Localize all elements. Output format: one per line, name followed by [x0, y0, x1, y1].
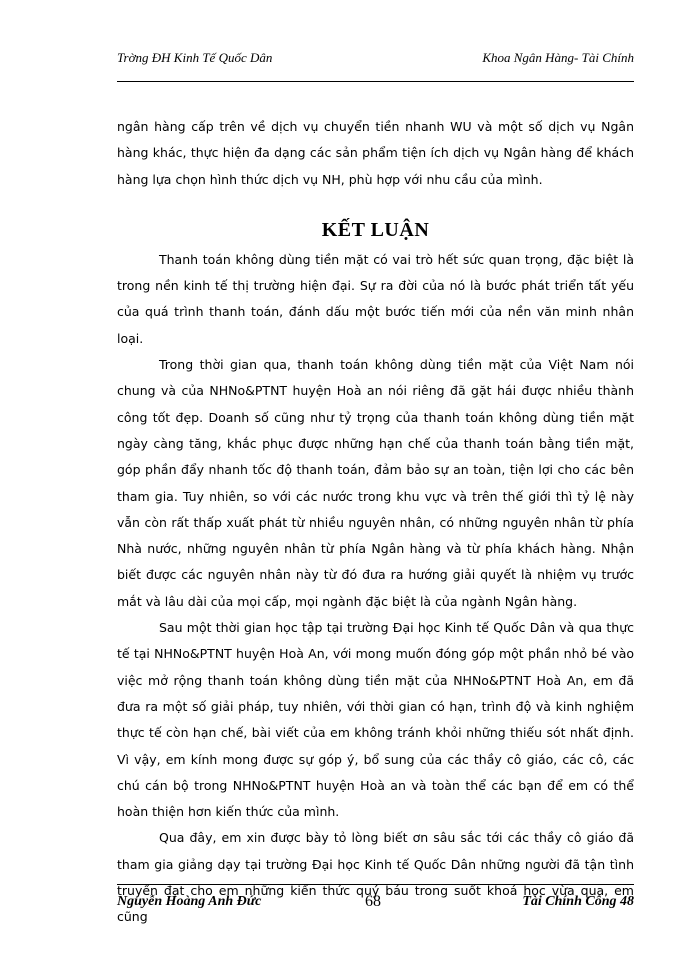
footer-department: Tài Chính Công 48 — [522, 894, 634, 909]
header-faculty: Khoa Ngân Hàng- Tài Chính — [482, 50, 634, 65]
footer-divider — [117, 884, 634, 885]
page-footer — [117, 894, 634, 914]
page-number: 68 — [365, 893, 381, 910]
page-header — [117, 50, 634, 68]
body-paragraph: Thanh toán không dùng tiền mặt có vai trò hết sức quan trọng, đặc biệt là trong nền kinh tế thị trường hiện đại. Sự ra đời của nó là bước phát triển tất yếu của quá trình thanh toán, đánh dấu một bước tiến mới của nền văn minh nhân loại. — [117, 251, 634, 346]
header-university: Trờng ĐH Kinh Tế Quốc Dân — [117, 50, 273, 65]
body-paragraph: Trong thời gian qua, thanh toán không dùng tiền mặt của Việt Nam nói chung và của NHNo&PTNT huyện Hoà an nói riêng đã gặt hái được nhiều thành công tốt đẹp. Doanh số cũng như tỷ trọng của thanh toán không dùng tiền mặt ngày càng tăng, khắc phục được những hạn chế của thanh toán bằng tiền mặt, góp phần đẩy nhanh tốc độ thanh toán, đảm bảo sự an toàn, tiện lợi cho các bên tham gia. Tuy nhiên, so với các nước trong khu vực và trên thế giới thì tỷ lệ này vẫn còn rất thấp xuất phát từ nhiều nguyên nhân, có những nguyên nhân từ phía Nhà nước, những nguyên nhân từ phía Ngân hàng và từ phía khách hàng. Nhận biết được các nguyên nhân này từ đó đưa ra hướng giải quyết là nhiệm vụ trước mắt và lâu dài của mọi cấp, mọi ngành đặc biệt là của ngành Ngân hàng. — [117, 357, 634, 609]
body-paragraph: Qua đây, em xin được bày tỏ lòng biết ơn sâu sắc tới các thầy cô giáo đã tham gia giảng dạy tại trường Đại học Kinh tế Quốc Dân những người đã tận tình truyền đạt cho em những kiến thức quý báu trong suốt khoá học vừa qua, em cũng — [117, 830, 634, 925]
body-paragraph: Sau một thời gian học tập tại trường Đại học Kinh tế Quốc Dân và qua thực tế tại NHNo&PTNT huyện Hoà An, với mong muốn đóng góp một phần nhỏ bé vào việc mở rộng thanh toán không dùng tiền mặt của NHNo&PTNT Hoà An, em đã đưa ra một số giải pháp, tuy nhiên, với thời gian có hạn, trình độ và kinh nghiệm thực tế còn hạn chế, bài viết của em không tránh khỏi những thiếu sót nhất định. Vì vậy, em kính mong được sự góp ý, bổ sung của các thầy cô giáo, các cô, các chú cán bộ trong NHNo&PTNT huyện Hoà an và toàn thể các bạn để em có thể hoàn thiện hơn kiến thức của mình. — [117, 620, 634, 820]
section-heading: KẾT LUẬN — [321, 218, 430, 241]
document-body — [117, 114, 634, 931]
footer-author: Nguyễn Hoàng Anh Đức — [117, 894, 262, 909]
header-divider — [117, 81, 634, 82]
intro-paragraph: ngân hàng cấp trên về dịch vụ chuyển tiền nhanh WU và một số dịch vụ Ngân hàng khác, thực hiện đa dạng các sản phẩm tiện ích dịch vụ Ngân hàng để khách hàng lựa chọn hình thức dịch vụ NH, phù hợp với nhu cầu của mình. — [117, 119, 634, 187]
